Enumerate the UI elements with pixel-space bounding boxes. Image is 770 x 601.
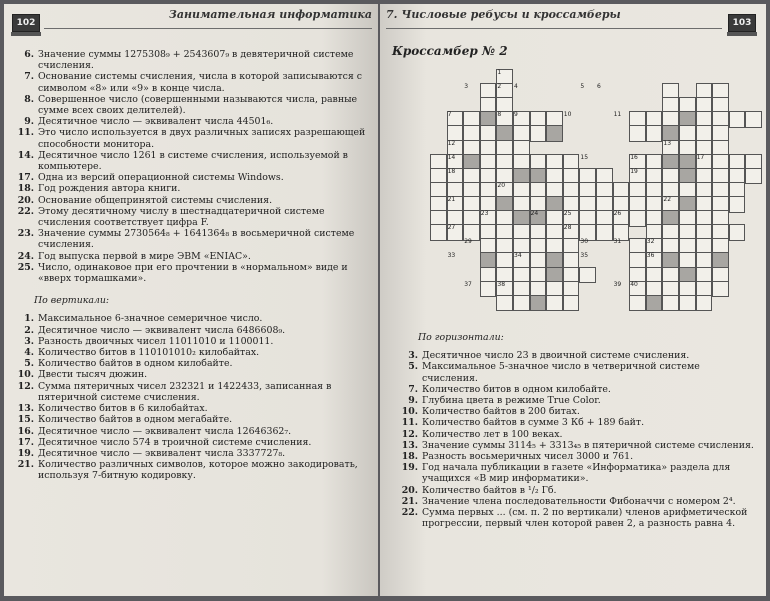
clue-number: 21. [17, 459, 34, 471]
grid-cell [629, 210, 646, 227]
clue-number: 19. [17, 447, 34, 459]
grid-label: 5 [580, 83, 585, 91]
grid-cell [546, 125, 563, 142]
clue-item [396, 417, 754, 428]
clue-number: 25. [17, 261, 34, 273]
grid-cell [712, 281, 729, 298]
clue-text: Десятичное число — эквивалент числа 44501₆. [38, 116, 274, 128]
clue-item [12, 206, 368, 228]
clue-number: 13. [401, 439, 418, 451]
grid-label: 15 [580, 153, 589, 161]
clue-text: Двести тысяч дюжин. [38, 369, 148, 381]
clue-item [12, 116, 368, 127]
clue-number: 19. [401, 462, 418, 474]
clue-number: 4. [24, 347, 34, 359]
page-number-right: 103 [728, 14, 756, 32]
clue-item [12, 414, 368, 425]
clue-text: Основание общепринятой системы счисления. [38, 194, 273, 206]
clue-text: Количество битов в 6 килобайтах. [38, 403, 208, 415]
clue-item [12, 459, 368, 481]
clue-text: Совершенное число (совершенными называются числа, равные сумме всех своих делителей). [38, 93, 358, 117]
grid-label: 18 [447, 167, 456, 175]
grid-label: 30 [580, 238, 589, 246]
clue-text: Десятичное число — эквивалент числа 12646362₇. [38, 425, 292, 437]
grid-label: 29 [464, 238, 472, 246]
clue-text: Максимальное 5-значное число в четверичной системе счисления. [422, 361, 700, 384]
clue-number: 6. [24, 49, 34, 60]
clue-number: 3. [408, 350, 418, 362]
grid-cell [579, 267, 596, 284]
grid-cell [696, 295, 713, 312]
clue-text: Количество байтов в 200 битах. [422, 406, 580, 418]
grid-label: 40 [630, 280, 638, 288]
clue-text: Количество байтов в сумме 3 Кб + 189 байт. [422, 417, 645, 429]
clue-text: Разность двоичных чисел 11011010 и 1100011. [38, 335, 274, 347]
clue-number: 24. [17, 250, 34, 262]
grid-label: 10 [563, 111, 572, 119]
clue-number: 21. [401, 495, 418, 507]
clue-item [12, 183, 368, 194]
clue-item [12, 313, 368, 324]
clue-text: Количество различных символов, которое можно закодировать, используя 7-битную кодировку. [38, 459, 358, 482]
clue-number: 9. [24, 116, 34, 128]
left-text [12, 49, 368, 482]
clue-text: Сумма пятеричных чисел 232321 и 1422433, записанная в пятеричной системе счисления. [38, 380, 332, 403]
clue-number: 23. [17, 228, 34, 240]
grid-label: 27 [447, 224, 456, 232]
clue-text: Это число используется в двух различных записях разрешающей способности монитора. [38, 127, 366, 150]
clue-item [396, 395, 754, 406]
clue-item [396, 361, 754, 383]
right-page [380, 4, 766, 596]
clue-item [12, 262, 368, 284]
section-horizontal: По горизонтали: [418, 332, 504, 343]
clue-number: 7. [24, 71, 34, 83]
grid-cell [480, 281, 497, 298]
clue-number: 18. [17, 183, 34, 195]
grid-cell [679, 295, 696, 312]
grid-label: 33 [447, 252, 456, 260]
clue-text: Год выпуска первой в мире ЭВМ «ENIAC». [38, 250, 251, 262]
grid-cell [745, 111, 762, 128]
grid-cell [563, 295, 580, 312]
clue-number: 12. [401, 428, 418, 440]
clue-item [396, 406, 754, 417]
grid-label: 34 [514, 252, 522, 260]
grid-label: 22 [663, 195, 672, 203]
clue-item [396, 507, 754, 529]
grid-cell [513, 295, 530, 312]
grid-cell [496, 295, 513, 312]
clue-text: Максимальное 6-значное семеричное число. [38, 313, 263, 325]
section-vertical: По вертикали: [34, 295, 110, 307]
clue-item [12, 195, 368, 206]
clue-item [12, 172, 368, 183]
crossnumber-title: Кроссамбер № 2 [392, 44, 508, 58]
left-page [4, 4, 378, 596]
clue-number: 1. [24, 313, 34, 325]
clue-item [12, 94, 368, 116]
clue-text: Десятичное число 23 в двоичной системе счисления. [422, 350, 690, 362]
clue-number: 5. [408, 361, 418, 373]
clue-item [12, 369, 368, 380]
clue-item [12, 437, 368, 448]
clue-number: 2. [24, 324, 34, 336]
clue-item [12, 71, 368, 93]
grid-label: 17 [696, 153, 705, 161]
grid-cell [596, 224, 613, 241]
clue-number: 7. [408, 383, 418, 395]
clue-text: Количество битов в одном килобайте. [422, 383, 611, 395]
clue-number: 17. [17, 172, 34, 184]
clue-item [12, 325, 368, 336]
clue-item [12, 347, 368, 358]
grid-cell [530, 125, 547, 142]
clue-number: 9. [408, 395, 418, 407]
grid-label: 13 [663, 139, 672, 147]
clue-item [12, 228, 368, 250]
clue-number: 8. [24, 93, 34, 105]
grid-label: 4 [514, 83, 518, 91]
clue-text: Сумма первых ... (см. п. 2 по вертикали) членов арифметической прогрессии, первый член которой равен 2, а разность равна 4. [422, 507, 748, 530]
clue-text: Десятичное число — эквивалент числа 6486608₉. [38, 324, 286, 336]
grid-label: 9 [514, 111, 518, 119]
grid-label: 36 [646, 252, 655, 260]
clue-text: Десятичное число 574 в троичной системе счисления. [38, 436, 312, 448]
clue-text: Количество лет в 100 веках. [422, 428, 563, 440]
grid-label: 6 [597, 83, 601, 91]
clue-text: Разность восьмеричных чисел 3000 и 761. [422, 451, 634, 463]
grid-label: 31 [613, 238, 622, 246]
clue-number: 3. [24, 335, 34, 347]
grid-label: 1 [497, 69, 502, 76]
grid-label: 3 [464, 83, 469, 91]
clue-number: 16. [17, 425, 34, 437]
grid-label: 25 [563, 210, 572, 218]
clue-number: 13. [17, 403, 34, 415]
clue-number: 14. [17, 149, 34, 161]
clue-item [12, 426, 368, 437]
clue-item [12, 358, 368, 369]
right-text [396, 332, 754, 529]
clue-item [396, 384, 754, 395]
clue-text: Значение суммы 3114₅ + 3313₄₅ в пятеричной системе счисления. [422, 439, 754, 451]
clue-text: Одна из версий операционной системы Windows. [38, 172, 284, 184]
grid-label: 16 [630, 153, 638, 161]
clue-text: Число, одинаковое при его прочтении в «нормальном» виде и «вверх тормашками». [38, 261, 348, 285]
clue-number: 10. [17, 369, 34, 381]
clue-text: Количество битов в 110101010₂ килобайтах. [38, 347, 260, 359]
grid-label: 24 [530, 210, 539, 218]
clue-number: 20. [401, 484, 418, 496]
clue-text: Глубина цвета в режиме True Color. [422, 395, 601, 407]
clue-text: Количество байтов в одном мегабайте. [38, 414, 233, 426]
clue-text: Этому десятичному числу в шестнадцатеричной системе счисления соответствует цифра F. [38, 205, 325, 229]
grid-label: 7 [447, 111, 452, 119]
clue-number: 11. [401, 417, 418, 429]
grid-cell [662, 295, 679, 312]
grid-label: 35 [580, 252, 589, 260]
clue-item [396, 462, 754, 484]
page-number-left: 102 [12, 14, 40, 32]
grid-label: 12 [447, 139, 456, 147]
clue-number: 11. [17, 127, 34, 139]
clue-item [396, 485, 754, 496]
clue-item [396, 451, 754, 462]
grid-label: 8 [497, 111, 502, 119]
clue-item [396, 350, 754, 361]
grid-cell [745, 168, 762, 185]
clue-text: Год рождения автора книги. [38, 183, 181, 195]
clue-number: 12. [17, 380, 34, 392]
grid-label: 37 [464, 280, 472, 288]
grid-label: 2 [497, 83, 502, 91]
grid-label: 26 [613, 210, 622, 218]
grid-cell [629, 295, 646, 312]
running-header-right: 7. Числовые ребусы и кроссамберы [386, 4, 722, 29]
grid-label: 32 [646, 238, 655, 246]
clue-item [12, 381, 368, 403]
grid-cell [729, 196, 746, 213]
grid-label: 21 [447, 195, 456, 203]
clue-item [12, 49, 368, 71]
clue-number: 20. [17, 194, 34, 206]
grid-label: 20 [497, 181, 506, 189]
grid-cell [646, 295, 663, 312]
grid-cell [729, 224, 746, 241]
clue-item [12, 403, 368, 414]
clue-item [12, 448, 368, 459]
clue-number: 17. [17, 436, 34, 448]
grid-cell [629, 125, 646, 142]
clue-text: Количество байтов в ¹/₂ Гб. [422, 484, 557, 496]
clue-item [12, 336, 368, 347]
clue-item [12, 150, 368, 172]
clue-text: Год начала публикации в газете «Информатика» раздела для учащихся «В мир информатики». [422, 462, 731, 485]
grid-label: 11 [613, 111, 622, 119]
grid-label: 14 [447, 153, 456, 161]
running-header-left: Занимательная информатика [44, 4, 372, 29]
clue-number: 10. [401, 406, 418, 418]
clue-number: 22. [17, 205, 34, 217]
clue-text: Количество байтов в одном килобайте. [38, 358, 233, 370]
clue-number: 15. [17, 414, 34, 426]
clue-text: Основание системы счисления, числа в которой записываются с символом «8» или «9» в конце числа. [38, 71, 362, 94]
clue-number: 18. [401, 451, 418, 463]
clue-text: Значение суммы 1275308₉ + 2543607₉ в девятеричной системе счисления. [38, 49, 354, 72]
grid-label: 28 [563, 224, 572, 232]
clue-text: Десятичное число 1261 в системе счисления, используемой в компьютере. [38, 149, 348, 173]
clue-item [396, 440, 754, 451]
grid-cell [646, 125, 663, 142]
grid-label: 38 [497, 280, 506, 288]
clue-text: Значение члена последовательности Фибоначчи с номером 2⁴. [422, 495, 736, 507]
clue-item [12, 127, 368, 149]
grid-label: 39 [613, 280, 622, 288]
clue-text: Значение суммы 2730564₈ + 1641364₈ в восьмеричной системе счисления. [38, 228, 355, 251]
grid-cell [729, 111, 746, 128]
clue-item [12, 251, 368, 262]
grid-cell [430, 224, 447, 241]
grid-cell [530, 295, 547, 312]
clue-number: 5. [24, 358, 34, 370]
grid-label: 23 [480, 210, 489, 218]
clue-item [396, 429, 754, 440]
clue-text: Десятичное число — эквивалент числа 3337727₈. [38, 447, 286, 459]
grid-cell [546, 295, 563, 312]
clue-item [396, 496, 754, 507]
grid-label: 19 [630, 167, 638, 175]
crossnumber-grid [430, 69, 712, 309]
clue-number: 22. [401, 507, 418, 519]
